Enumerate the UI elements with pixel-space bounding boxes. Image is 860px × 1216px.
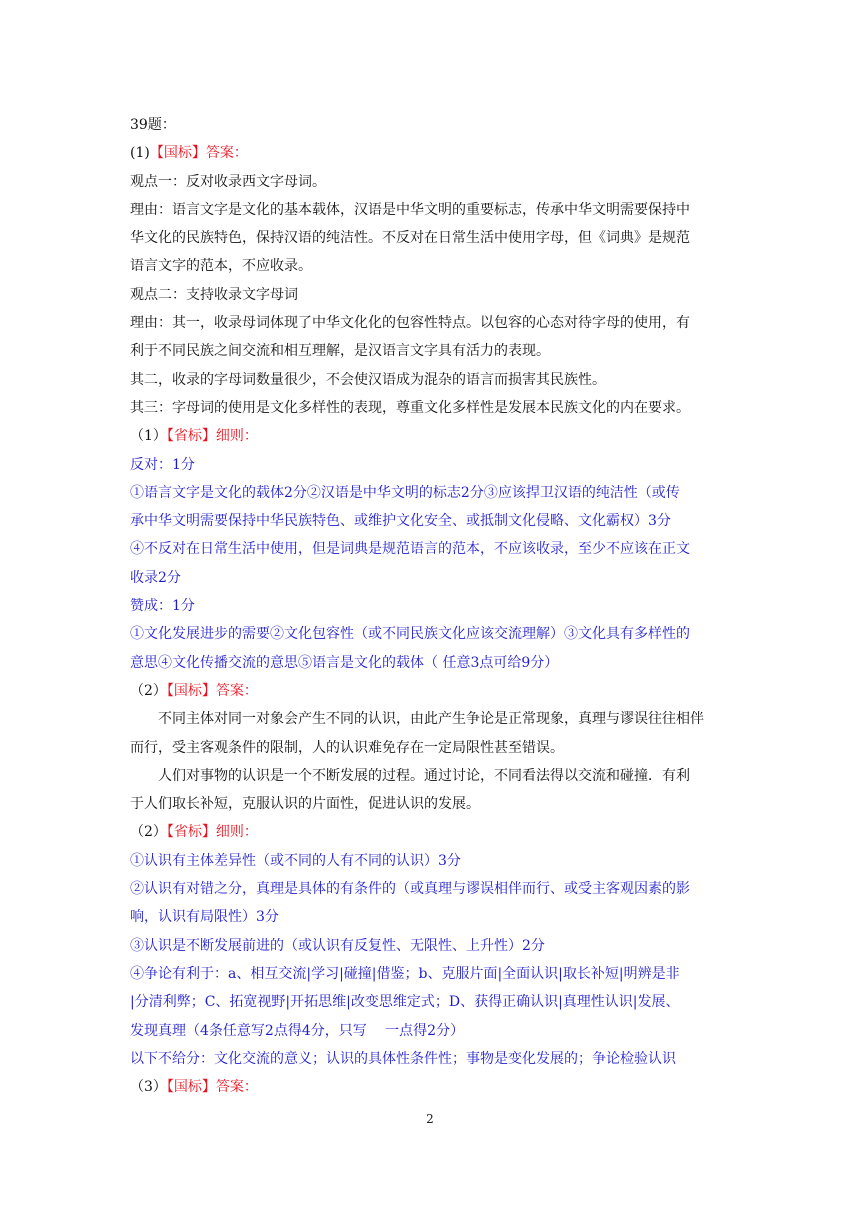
rule-line: ①文化发展进步的需要②文化包容性（或不同民族文化应该交流理解）③文化具有多样性的: [130, 626, 690, 643]
rule-line: |分清利弊；C、拓宽视野|开拓思维|改变思维定式；D、获得正确认识|真理性认识|发展、: [130, 994, 680, 1011]
section-number: （2）: [130, 824, 167, 841]
national-standard-tag: 【国标】: [166, 682, 216, 699]
rules-label: 细则：: [215, 428, 258, 445]
section-3-national-heading: [130, 1073, 730, 1101]
section-1-national-heading: [130, 139, 730, 167]
section-number: (1): [130, 145, 150, 162]
answer-line: 不同主体对同一对象会产生不同的认识，由此产生争论是正常现象，真理与谬误往往相伴: [158, 711, 704, 728]
rule-line: 响，认识有局限性）3分: [130, 909, 279, 926]
rule-line: ②认识有对错之分，真理是具体的有条件的（或真理与谬误相伴而行、或受主客观因素的影: [130, 881, 690, 898]
answer-line: 语言文字的范本，不应收录。: [130, 258, 312, 275]
answer-line: 其三：字母词的使用是文化多样性的表现，尊重文化多样性是发展本民族文化的内在要求。: [130, 399, 690, 416]
section-2-provincial-heading: [130, 818, 730, 846]
rule-line: 收录2分: [130, 569, 181, 586]
rule-line: ④不反对在日常生活中使用，但是词典是规范语言的范本，不应该收录，至少不应该在正文: [130, 541, 690, 558]
rule-line: ④争论有利于：a、相互交流|学习|碰撞|借鉴；b、克服片面|全面认识|取长补短|明辨是非: [130, 965, 680, 982]
section-number: （2）: [130, 682, 167, 699]
rule-line: 意思④文化传播交流的意思⑤语言是文化的载体（ 任意3点可给9分）: [130, 654, 559, 671]
answer-line: 华文化的民族特色，保持汉语的纯洁性。不反对在日常生活中使用字母，但《词典》是规范: [130, 230, 690, 247]
answer-line: 理由：其一，收录母词体现了中华文化化的包容性特点。以包容的心态对待字母的使用，有: [130, 315, 690, 332]
answer-line: 理由：语言文字是文化的基本载体，汉语是中华文明的重要标志，传承中华文明需要保持中: [130, 201, 690, 218]
answer-label: 答案：: [215, 1079, 258, 1096]
rule-line: ③认识是不断发展前进的（或认识有反复性、无限性、上升性）2分: [130, 937, 545, 954]
national-standard-tag: 【国标】: [149, 145, 206, 162]
answer-line: 利于不同民族之间交流和相互理解，是汉语言文字具有活力的表现。: [130, 343, 550, 360]
rule-line: ①认识有主体差异性（或不同的人有不同的认识）3分: [130, 852, 461, 869]
answer-label: 答案：: [215, 682, 258, 699]
answer-line: 而行，受主客观条件的限制，人的认识难免存在一定局限性甚至错误。: [130, 739, 564, 756]
answer-label: 答案：: [205, 145, 248, 162]
rule-line: 发现真理（4条任意写2点得4分，只写 一点得2分）: [130, 1022, 465, 1039]
section-2-national-heading: [130, 677, 730, 705]
answer-line: 于人们取长补短，克服认识的片面性，促进认识的发展。: [130, 796, 480, 813]
rule-line: 赞成：1分: [130, 598, 195, 615]
page-number: 2: [426, 1112, 434, 1126]
document-body: [130, 111, 730, 1101]
rules-label: 细则：: [215, 824, 258, 841]
provincial-standard-tag: 【省标】: [166, 824, 216, 841]
national-standard-tag: 【国标】: [166, 1079, 216, 1096]
provincial-standard-tag: 【省标】: [166, 428, 216, 445]
answer-line: 其二，收录的字母词数量很少，不会使汉语成为混杂的语言而损害其民族性。: [130, 371, 606, 388]
section-number: （1）: [130, 428, 167, 445]
answer-line: 观点二：支持收录文字母词: [130, 286, 298, 303]
answer-line: 人们对事物的认识是一个不断发展的过程。通过讨论，不同看法得以交流和碰撞．有利: [158, 767, 690, 784]
section-1-provincial-heading: [130, 422, 730, 450]
question-title: 39题：: [130, 117, 176, 133]
rule-line: ①语言文字是文化的载体2分②汉语是中华文明的标志2分③应该捍卫汉语的纯洁性（或传: [130, 484, 680, 501]
section-number: （3）: [130, 1079, 167, 1096]
rule-line: 以下不给分：文化交流的意义；认识的具体性条件性；事物是变化发展的；争论检验认识: [130, 1050, 676, 1067]
answer-line: 观点一：反对收录西文字母词。: [130, 173, 326, 190]
rule-line: 反对：1分: [130, 456, 195, 473]
rule-line: 承中华文明需要保持中华民族特色、或维护文化安全、或抵制文化侵略、文化霸权）3分: [130, 513, 671, 530]
